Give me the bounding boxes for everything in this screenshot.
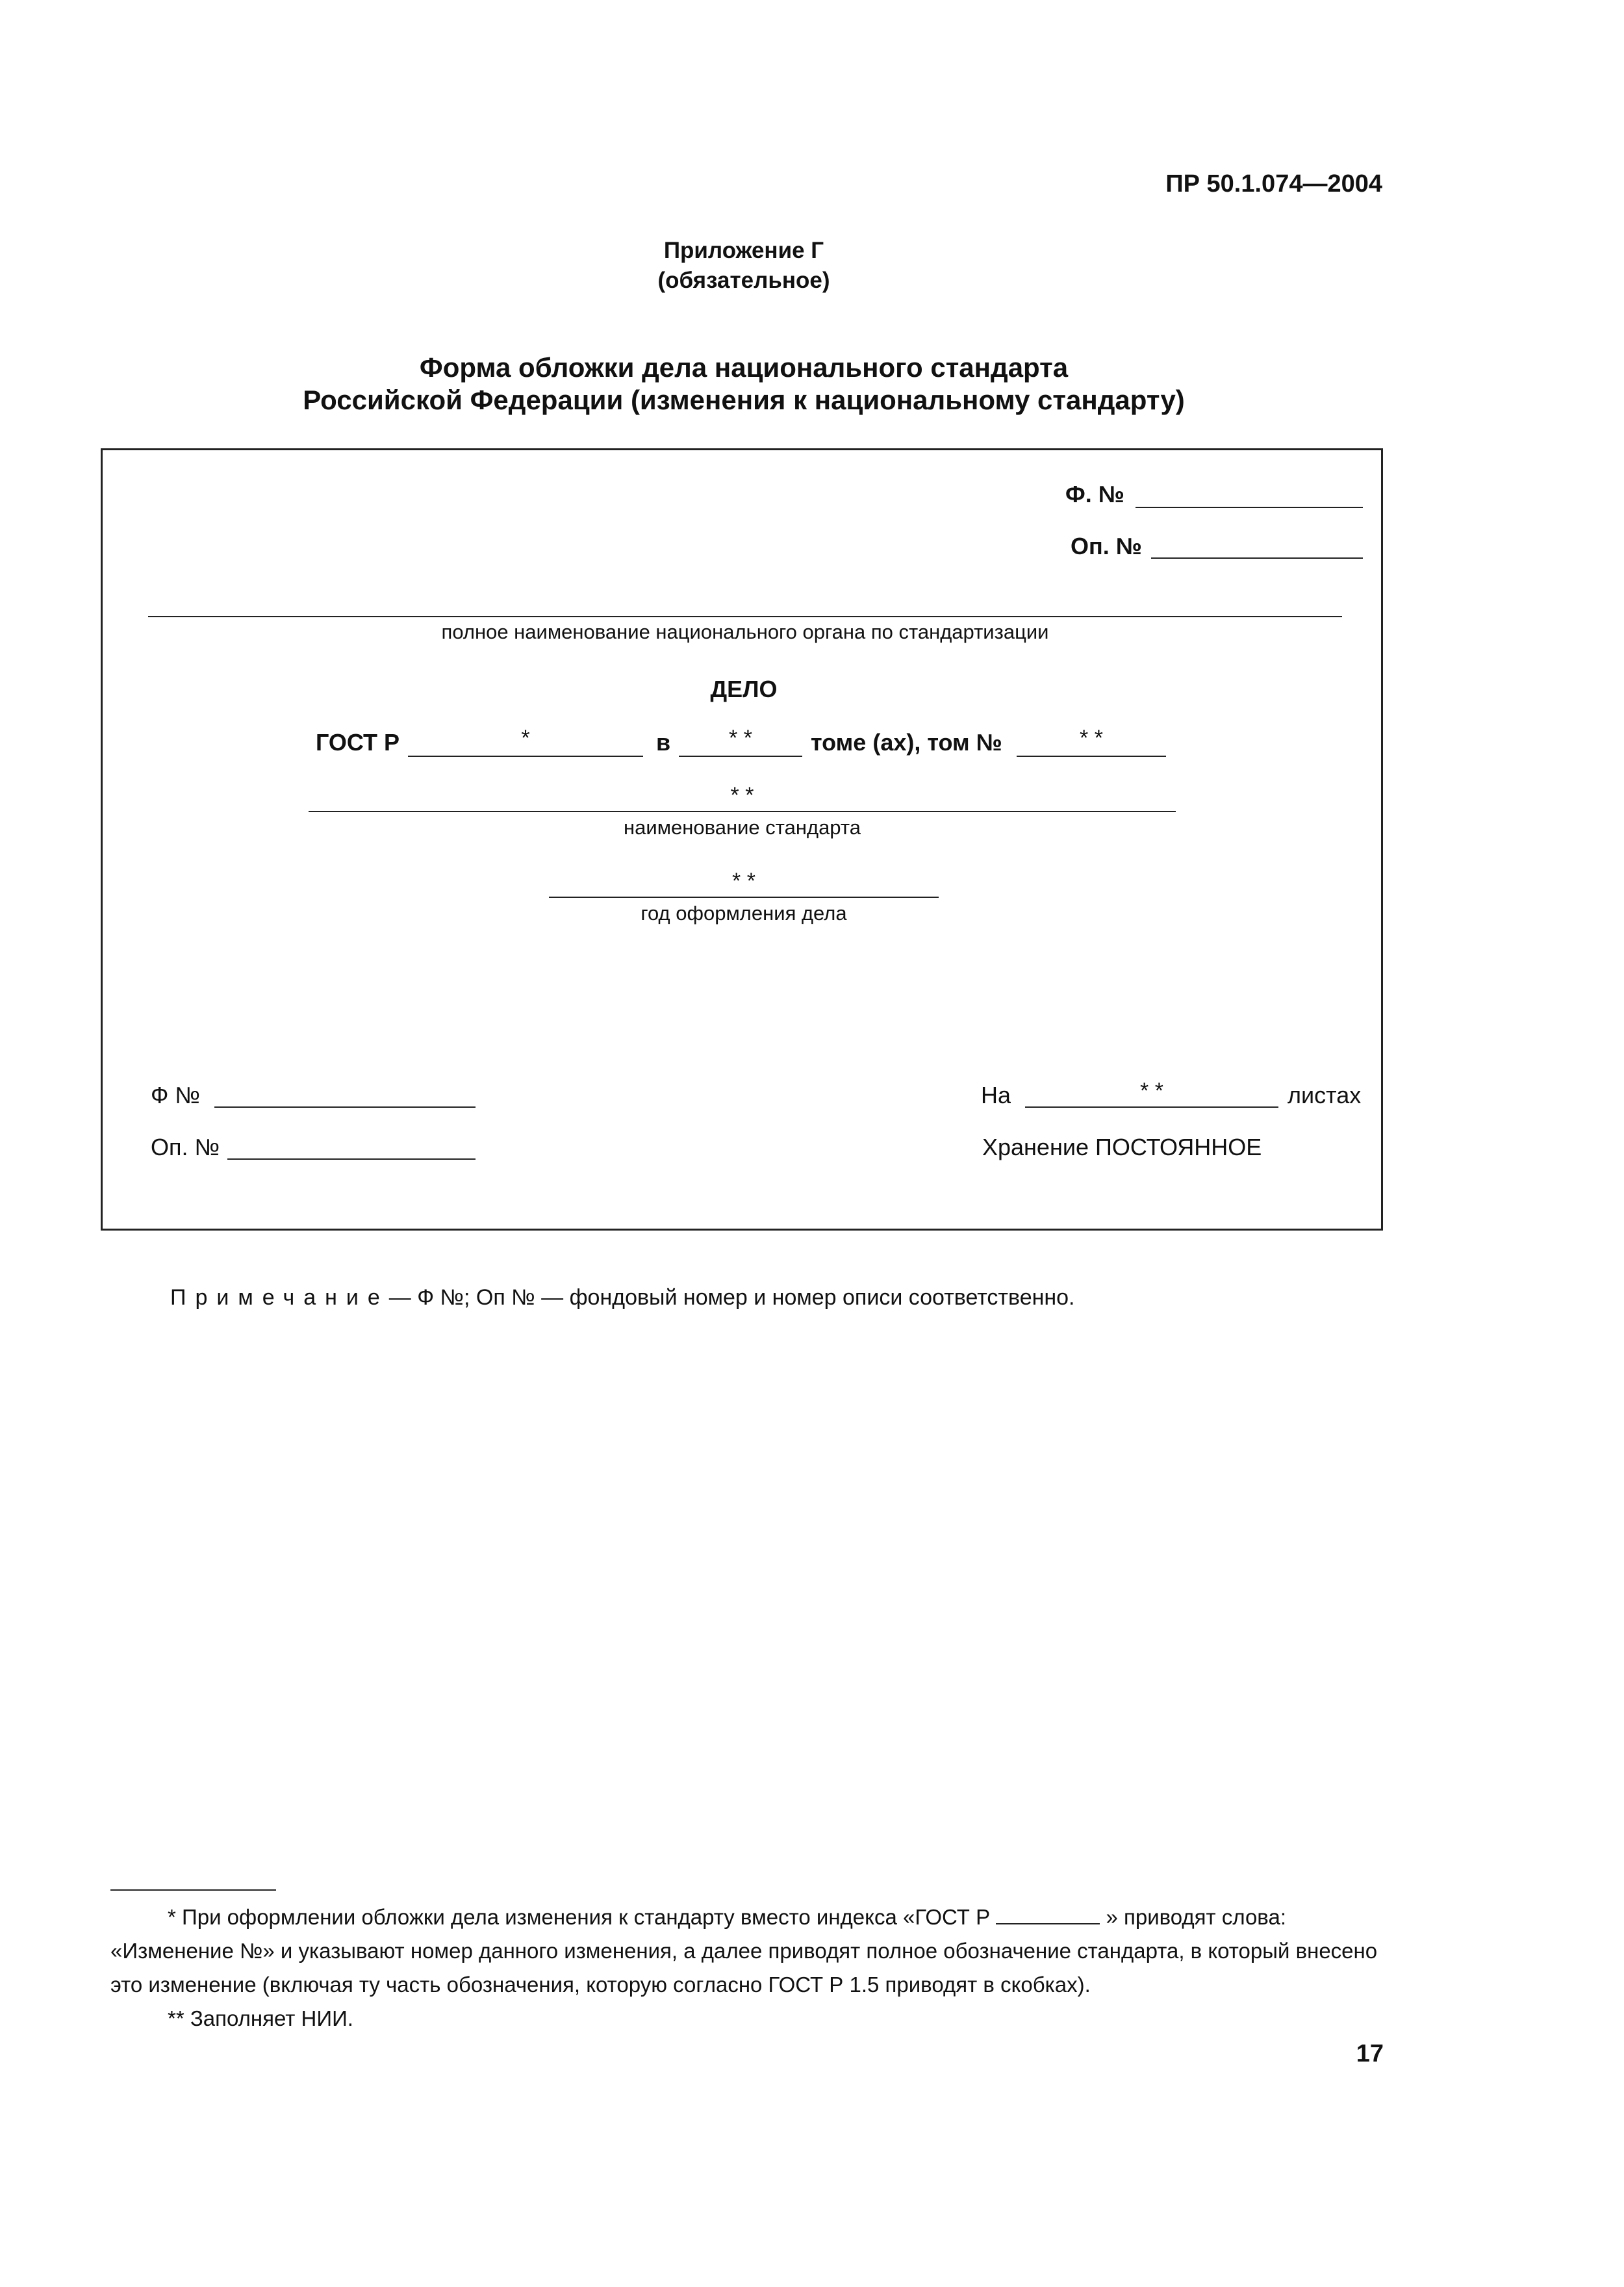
inventory-number-label-bottom: Оп. № — [151, 1134, 220, 1160]
case-year-caption: год оформления дела — [641, 902, 847, 925]
form-note — [170, 1285, 1075, 1310]
page-number: 17 — [1356, 2040, 1384, 2067]
footnotes — [110, 1900, 1387, 2036]
gost-footnote-mark: * — [521, 726, 530, 750]
form-title-line2: Российской Федерации (изменения к национальному стандарту) — [303, 385, 1185, 415]
sheets-count-field[interactable] — [1025, 1106, 1278, 1108]
in-label: в — [656, 729, 671, 756]
storage-label: Хранение ПОСТОЯННОЕ — [982, 1134, 1262, 1160]
volumes-label: томе (ах), том № — [811, 729, 1002, 756]
gost-label: ГОСТ Р — [316, 729, 400, 756]
appendix-label: Приложение Г — [663, 238, 824, 263]
standard-name-mark: * * — [730, 783, 754, 808]
volume-number-field[interactable] — [1017, 756, 1166, 757]
standard-name-field[interactable] — [309, 811, 1176, 812]
footnote-1 — [110, 1900, 1387, 2002]
volume-number-mark: * * — [1080, 726, 1103, 750]
on-label: На — [981, 1082, 1011, 1108]
gost-number-field[interactable] — [408, 756, 643, 757]
footnote-1-part2: » приводят слова: «Изменение №» и указывают номер данного изменения, а далее приводят полное обозначение стандарта, в который внесено это изменение (включая ту часть обозначения, которую согласно ГОСТ Р 1.5 приводят в скобках). — [110, 1905, 1378, 1997]
footnote-rule — [110, 1889, 276, 1891]
case-year-field[interactable] — [549, 897, 939, 898]
sheets-label: листах — [1288, 1082, 1362, 1108]
fund-number-field-top[interactable] — [1136, 507, 1363, 508]
org-name-field[interactable] — [148, 616, 1342, 617]
footnote-1-part1: * При оформлении обложки дела изменения к стандарту вместо индекса «ГОСТ Р — [168, 1905, 991, 1929]
sheets-count-mark: * * — [1140, 1079, 1163, 1103]
footnote-blank — [996, 1906, 1100, 1924]
note-text: — Ф №; Оп № — фондовый номер и номер описи соответственно. — [388, 1285, 1075, 1310]
volumes-count-field[interactable] — [679, 756, 802, 757]
inventory-number-field-top[interactable] — [1151, 557, 1363, 559]
fund-number-label-top: Ф. № — [1065, 481, 1124, 507]
standard-name-caption: наименование стандарта — [624, 816, 861, 839]
case-title: ДЕЛО — [710, 676, 778, 702]
note-prefix: Примечание — [170, 1285, 389, 1310]
footnote-2: ** Заполняет НИИ. — [168, 2006, 353, 2030]
volumes-count-mark: * * — [729, 726, 752, 750]
year-mark: * * — [732, 869, 755, 893]
document-code: ПР 50.1.074—2004 — [1165, 170, 1382, 198]
org-name-caption: полное наименование национального органа по стандартизации — [441, 620, 1049, 643]
inventory-number-label-top: Оп. № — [1071, 533, 1142, 559]
appendix-status: (обязательное) — [657, 268, 830, 293]
cover-form-frame — [101, 448, 1383, 1231]
fund-number-label-bottom: Ф № — [151, 1082, 200, 1108]
inventory-number-field-bottom[interactable] — [227, 1158, 476, 1160]
fund-number-field-bottom[interactable] — [214, 1106, 476, 1108]
form-title-line1: Форма обложки дела национального стандарта — [419, 352, 1069, 383]
